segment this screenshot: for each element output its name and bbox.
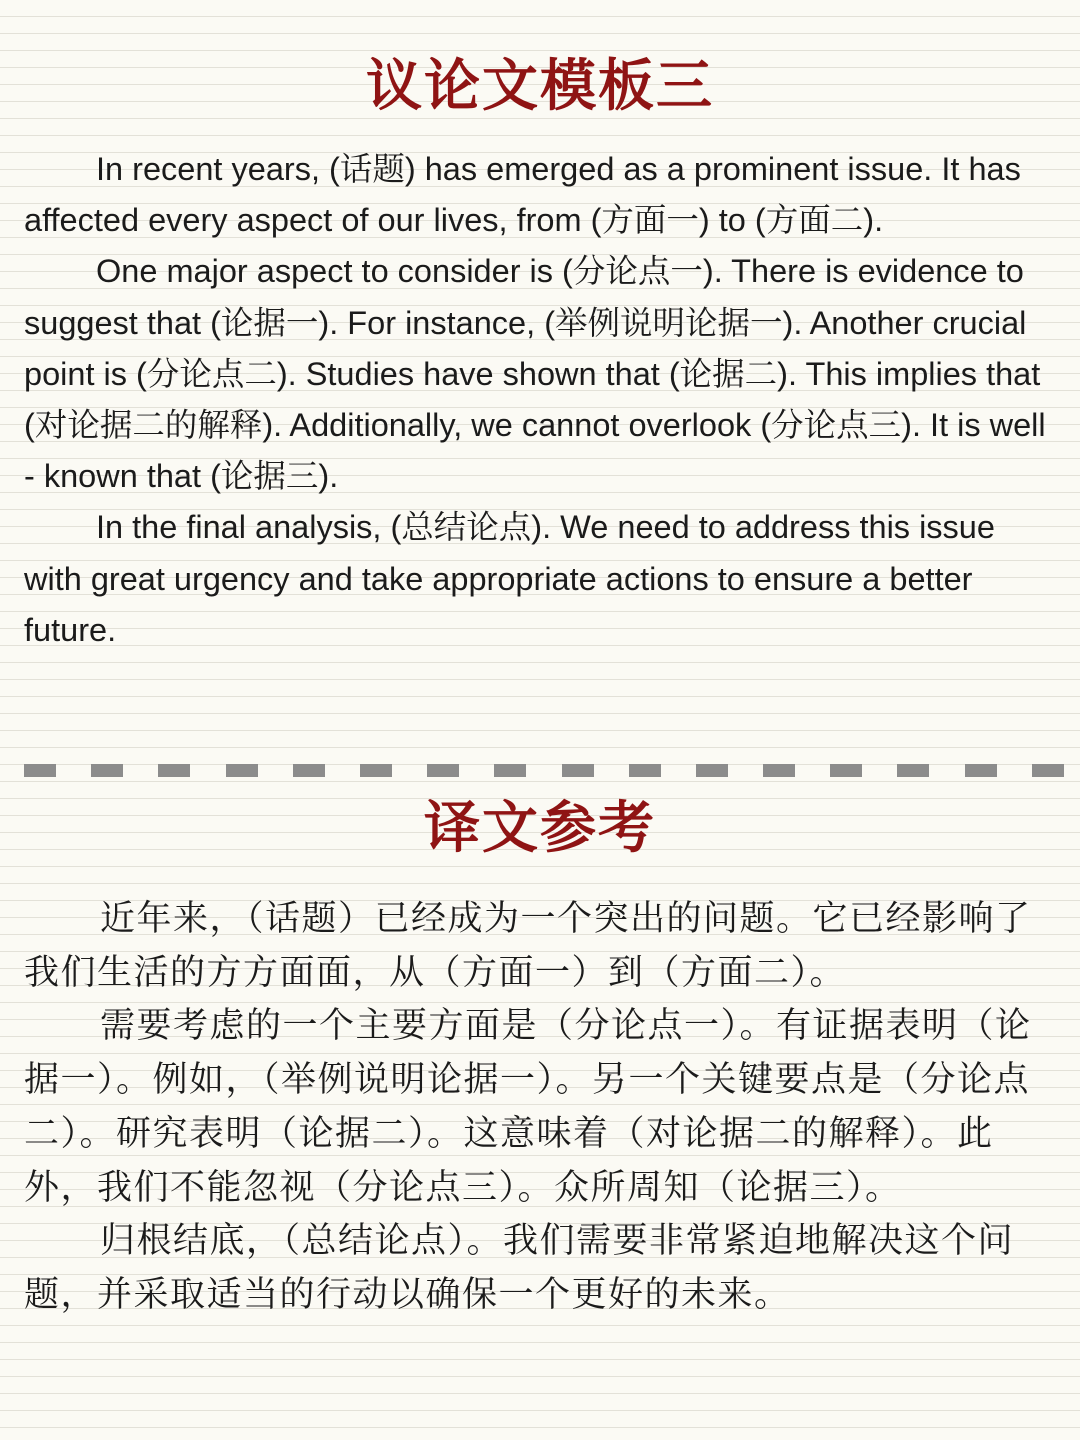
english-paragraph-intro: In recent years, (话题) has emerged as a prominent issue. It has affected every aspect of our lives, from (方面一) to (方面二). xyxy=(24,151,1021,239)
template-title: 议论文模板三 xyxy=(366,53,714,119)
dashed-divider xyxy=(24,764,1064,777)
chinese-paragraph-body: 需要考虑的一个主要方面是（分论点一）。有证据表明（论据一）。例如，（举例说明论据一）。另一个关键要点是（分论点二）。研究表明（论据二）。这意味着（对论据二的解释）。此外，我们不能忽视（分论点三）。众所周知（论据三）。 xyxy=(24,1006,1032,1208)
english-paragraph-body: One major aspect to consider is (分论点一). There is evidence to suggest that (论据一). For instance, (举例说明论据一). Another crucial point is (分论点二). Studies have shown that (论据二). This implies that (对论据二的解释). Additionally, we cannot overlook (分论点三). It is well - known that (论据三). xyxy=(24,253,1046,495)
english-paragraph-conclusion: In the final analysis, (总结论点). We need to address this issue with great urgency and take appropriate actions to ensure a better future. xyxy=(24,509,995,648)
chinese-paragraph-conclusion: 归根结底，（总结论点）。我们需要非常紧迫地解决这个问题，并采取适当的行动以确保一个更好的未来。 xyxy=(24,1221,1015,1315)
chinese-paragraph-intro: 近年来，（话题）已经成为一个突出的问题。它已经影响了我们生活的方方面面，从（方面一）到（方面二）。 xyxy=(24,899,1032,993)
chinese-translation-text xyxy=(24,893,1064,1323)
translation-title: 译文参考 xyxy=(424,795,656,861)
english-template-text xyxy=(24,144,1060,656)
